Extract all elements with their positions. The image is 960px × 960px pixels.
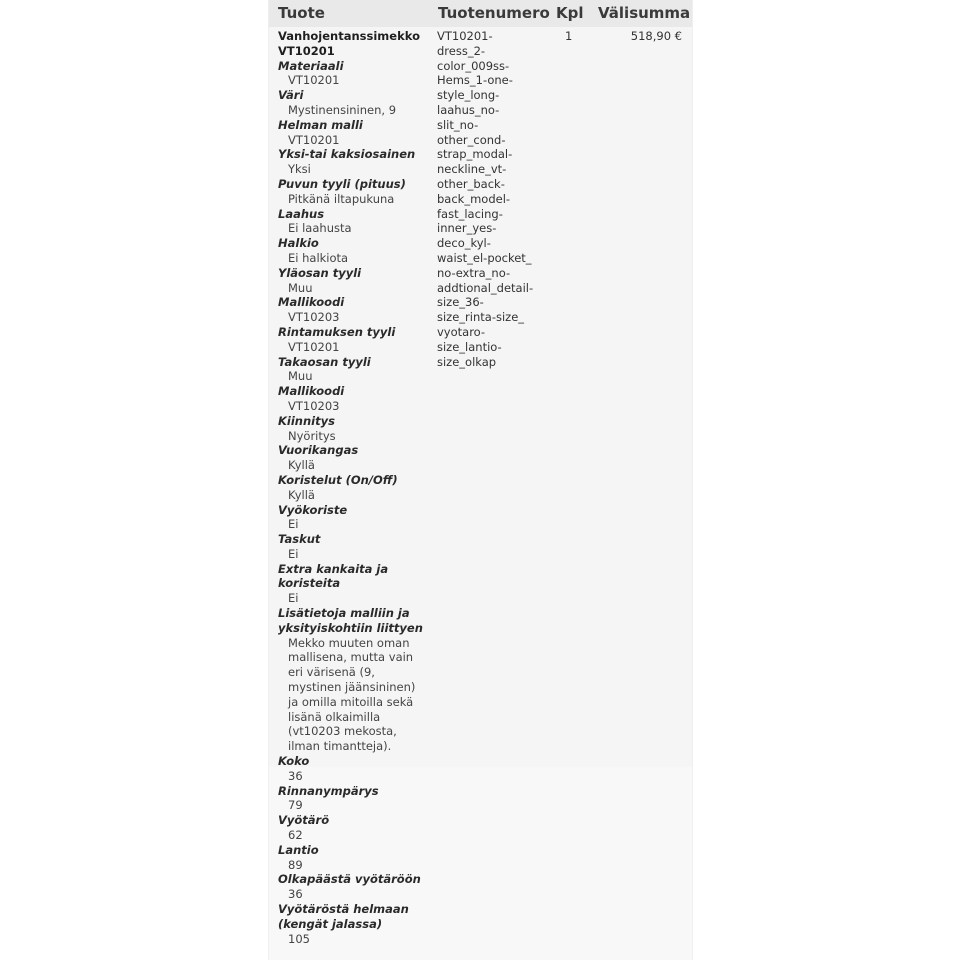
option-value: 36 xyxy=(288,768,303,783)
product-name: Vanhojentanssimekko xyxy=(278,29,420,43)
option-value: Ei laahusta xyxy=(288,221,352,236)
sku-line: laahus_no- xyxy=(437,102,500,117)
sku-line: VT10201- xyxy=(437,29,493,43)
option-value: Nyöritys xyxy=(288,428,336,443)
option-label: Mallikoodi xyxy=(278,384,345,399)
sku-line: other_back- xyxy=(437,176,505,191)
sku-line: Hems_1-one- xyxy=(437,73,513,88)
sku-line: dress_2- xyxy=(437,43,486,58)
sku-line: fast_lacing- xyxy=(437,206,503,221)
option-value: Kyllä xyxy=(288,458,315,473)
option-label: Vuorikangas xyxy=(278,443,359,458)
sku-line: slit_no- xyxy=(437,117,479,132)
column-header-qty: Kpl xyxy=(556,4,584,22)
sku-cell xyxy=(437,29,542,369)
option-value: Kyllä xyxy=(288,487,315,502)
option-value: 36 xyxy=(288,887,303,902)
option-value: Ei xyxy=(288,591,299,606)
option-label: Puvun tyyli (pituus) xyxy=(278,176,406,191)
option-value: VT10201 xyxy=(288,73,340,88)
option-value: Mekko muuten oman mallisena, mutta vain eri värisenä (9, mystinen jäänsininen) ja omilla mitoilla sekä lisänä olkaimilla (vt10203 mekosta, ilman timantteja). xyxy=(288,635,416,754)
option-value: 79 xyxy=(288,798,303,813)
option-value: 62 xyxy=(288,828,303,843)
sku-line: neckline_vt- xyxy=(437,162,507,177)
option-label: Lantio xyxy=(278,842,319,857)
option-value: VT10203 xyxy=(288,310,340,325)
order-items-table xyxy=(268,0,693,960)
option-label: Kiinnitys xyxy=(278,413,335,428)
sku-line: addtional_detail- xyxy=(437,280,534,295)
option-label: Koko xyxy=(278,754,310,769)
option-value: Ei halkiota xyxy=(288,250,349,265)
option-label: Extra kankaita ja koristeita xyxy=(278,561,389,591)
subtotal-cell: 518,90 € xyxy=(630,29,682,43)
sku-line: back_model- xyxy=(437,191,511,206)
option-value: 105 xyxy=(288,931,310,946)
option-label: Yksi-tai kaksiosainen xyxy=(278,147,416,162)
column-header-product: Tuote xyxy=(278,4,325,22)
option-value: VT10201 xyxy=(288,339,340,354)
option-value: VT10201 xyxy=(288,132,340,147)
option-value: Pitkänä iltapukuna xyxy=(288,191,395,206)
option-value: 89 xyxy=(288,857,303,872)
option-label: Yläosan tyyli xyxy=(278,265,362,280)
sku-line: strap_modal- xyxy=(437,147,513,162)
option-label: Lisätietoja malliin ja yksityiskohtiin liittyen xyxy=(278,606,423,635)
column-header-subtotal: Välisumma xyxy=(598,4,691,22)
column-header-sku: Tuotenumero xyxy=(438,4,550,22)
option-label: Halkio xyxy=(278,236,319,251)
option-label: Vyötäröstä helmaan (kengät jalassa) xyxy=(278,902,409,931)
sku-line: no-extra_no- xyxy=(437,265,511,280)
option-value: Mystinensininen, 9 xyxy=(288,102,397,117)
product-cell xyxy=(278,29,424,946)
product-options-list xyxy=(278,59,424,947)
sku-line: style_long- xyxy=(437,88,500,103)
option-label: Vyökoriste xyxy=(278,502,348,517)
sku-line: color_009ss- xyxy=(437,58,510,73)
sku-line: size_rinta-size_ xyxy=(437,310,525,325)
sku-line: deco_kyl- xyxy=(437,236,491,251)
sku-line: size_olkap xyxy=(437,354,497,369)
option-label: Taskut xyxy=(278,532,321,547)
product-code: VT10201 xyxy=(278,43,335,58)
qty-cell: 1 xyxy=(565,29,573,43)
option-label: Mallikoodi xyxy=(278,295,345,310)
option-label: Rinnanympärys xyxy=(278,783,379,798)
option-label: Materiaali xyxy=(278,58,344,73)
option-value: VT10203 xyxy=(288,398,340,413)
option-label: Rintamuksen tyyli xyxy=(278,324,396,339)
option-value: Ei xyxy=(288,546,299,561)
sku-line: waist_el-pocket_ xyxy=(437,250,532,265)
option-label: Helman malli xyxy=(278,117,363,132)
sku-line: size_lantio- xyxy=(437,339,502,354)
sku-line: vyotaro- xyxy=(437,324,486,339)
option-label: Väri xyxy=(278,88,304,103)
option-label: Vyötärö xyxy=(278,813,330,828)
option-value: Ei xyxy=(288,517,299,532)
sku-line: other_cond- xyxy=(437,132,506,147)
table-header xyxy=(269,0,692,27)
sku-line: inner_yes- xyxy=(437,221,497,236)
option-label: Laahus xyxy=(278,206,325,221)
option-value: Muu xyxy=(288,369,313,384)
option-label: Olkapäästä vyötäröön xyxy=(278,872,421,887)
sku-line: size_36- xyxy=(437,295,484,310)
option-label: Koristelut (On/Off) xyxy=(278,472,398,487)
option-value: Yksi xyxy=(288,162,311,177)
option-value: Muu xyxy=(288,280,313,295)
option-label: Takaosan tyyli xyxy=(278,354,371,369)
